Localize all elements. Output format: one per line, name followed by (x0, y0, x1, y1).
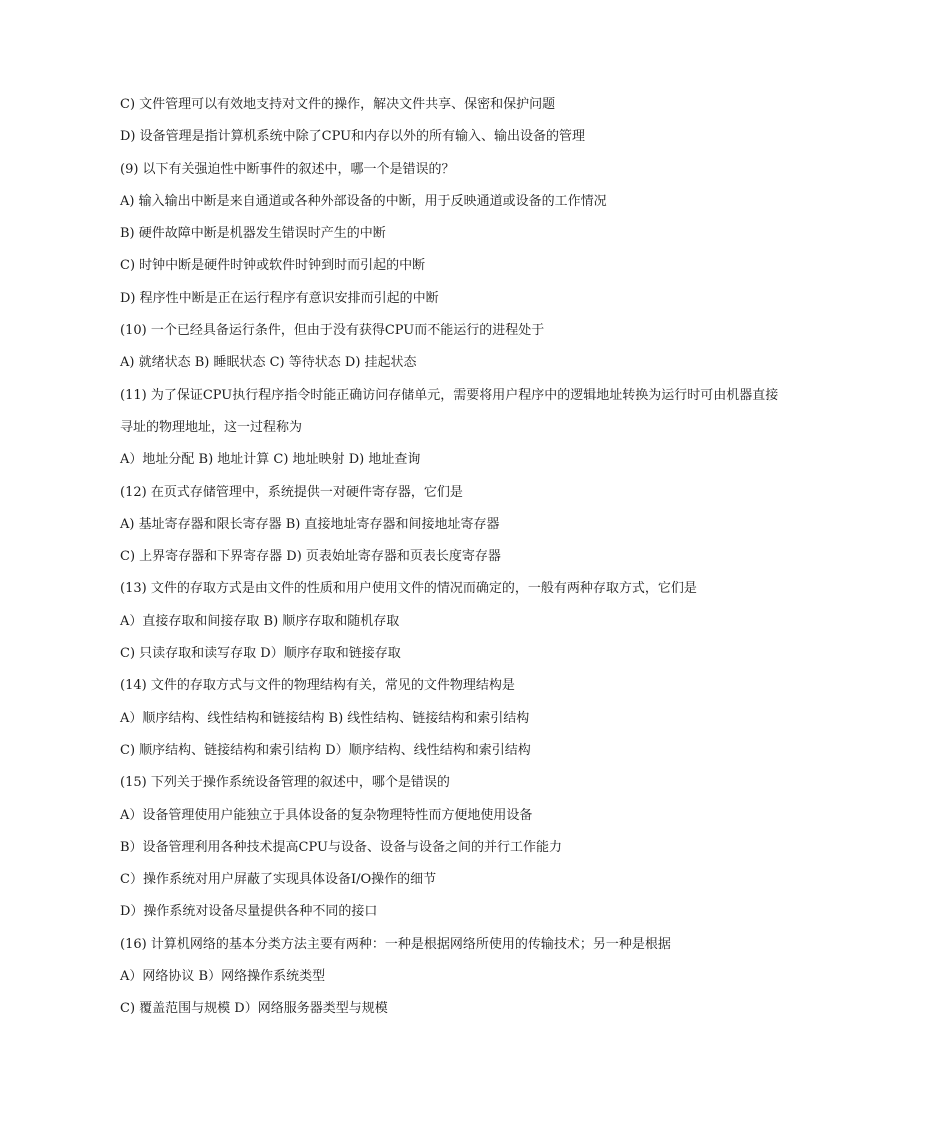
question-11-continued: 寻址的物理地址，这一过程称为 (120, 419, 303, 435)
question-10: (10) 一个已经具备运行条件，但由于没有获得CPU而不能运行的进程处于 (120, 323, 545, 339)
option-line: A）地址分配 B) 地址计算 C) 地址映射 D) 地址查询 (120, 452, 421, 468)
option-line: C) 时钟中断是硬件时钟或软件时钟到时而引起的中断 (120, 258, 426, 274)
question-11: (11) 为了保证CPU执行程序指令时能正确访问存储单元，需要将用户程序中的逻辑地址转换为运行时可由机器直接 (120, 387, 779, 403)
option-line: D）操作系统对设备尽量提供各种不同的接口 (120, 904, 378, 920)
question-14: (14) 文件的存取方式与文件的物理结构有关，常见的文件物理结构是 (120, 678, 515, 694)
question-9: (9) 以下有关强迫性中断事件的叙述中，哪一个是错误的？ (120, 161, 455, 177)
option-line: A）网络协议 B）网络操作系统类型 (120, 969, 326, 985)
option-line: A）顺序结构、线性结构和链接结构 B) 线性结构、链接结构和索引结构 (120, 710, 530, 726)
option-line: B) 硬件故障中断是机器发生错误时产生的中断 (120, 226, 386, 242)
text-line: C) 文件管理可以有效地支持对文件的操作，解决文件共享、保密和保护问题 (120, 97, 556, 112)
option-line: A) 基址寄存器和限长寄存器 B) 直接地址寄存器和间接地址寄存器 (120, 516, 500, 532)
text-line: D) 设备管理是指计算机系统中除了CPU和内存以外的所有输入、输出设备的管理 (120, 129, 586, 145)
option-line: C) 上界寄存器和下界寄存器 D) 页表始址寄存器和页表长度寄存器 (120, 549, 501, 565)
option-line: C) 顺序结构、链接结构和索引结构 D）顺序结构、线性结构和索引结构 (120, 742, 531, 758)
question-12: (12) 在页式存储管理中，系统提供一对硬件寄存器，它们是 (120, 484, 463, 500)
question-16: (16) 计算机网络的基本分类方法主要有两种：一种是根据网络所使用的传输技术；另一种是根据 (120, 936, 671, 952)
option-line: A) 输入输出中断是来自通道或各种外部设备的中断，用于反映通道或设备的工作情况 (120, 193, 607, 209)
option-line: C) 覆盖范围与规模 D）网络服务器类型与规模 (120, 1001, 388, 1017)
question-15: (15) 下列关于操作系统设备管理的叙述中，哪个是错误的 (120, 775, 450, 791)
option-line: C) 只读存取和读写存取 D）顺序存取和链接存取 (120, 646, 401, 662)
option-line: C）操作系统对用户屏蔽了实现具体设备I/O操作的细节 (120, 872, 437, 888)
document-page (120, 93, 840, 1030)
question-13: (13) 文件的存取方式是由文件的性质和用户使用文件的情况而确定的，一般有两种存取方式，它们是 (120, 581, 697, 597)
option-line: A）直接存取和间接存取 B) 顺序存取和随机存取 (120, 613, 400, 629)
option-line: D) 程序性中断是正在运行程序有意识安排而引起的中断 (120, 290, 439, 306)
option-line: A）设备管理使用户能独立于具体设备的复杂物理特性而方便地使用设备 (120, 807, 533, 823)
option-line: A) 就绪状态 B) 睡眠状态 C) 等待状态 D) 挂起状态 (120, 355, 417, 371)
option-line: B）设备管理利用各种技术提高CPU与设备、设备与设备之间的并行工作能力 (120, 839, 562, 855)
